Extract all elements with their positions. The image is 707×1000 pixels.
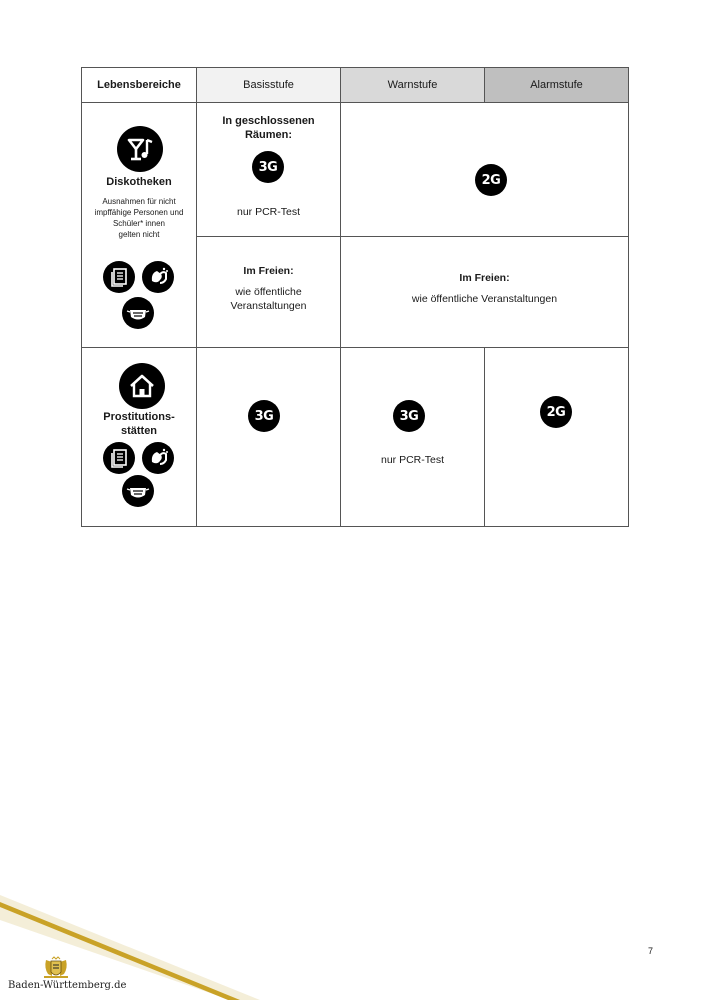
corona-rules-table (81, 67, 629, 527)
prostitution-name (82, 410, 196, 438)
prostitution-basis (196, 347, 341, 527)
diskotheken-warn-alarm-outside (340, 236, 629, 348)
basis-inside-title-line-2: Räumen: (244, 129, 293, 141)
2g-badge: 2G (540, 396, 572, 428)
basis-inside-note: nur PCR-Test (236, 206, 300, 218)
basis-outside-text (197, 285, 340, 313)
header-warnstufe (340, 67, 485, 103)
category-prostitutionsstaetten (81, 347, 197, 527)
prostitution-warn-note: nur PCR-Test (380, 454, 444, 466)
diskotheken-warn-alarm-inside (340, 102, 629, 237)
header-basisstufe-label: Basisstufe (243, 79, 294, 91)
basis-outside-text-line-1: wie öffentliche (235, 286, 302, 298)
diskotheken-name: Diskotheken (106, 176, 172, 188)
category-diskotheken (81, 102, 197, 348)
prostitution-alarm (484, 347, 629, 527)
2g-badge: 2G (475, 164, 507, 196)
diskotheken-basis-outside (196, 236, 341, 348)
hand-wash-icon (142, 442, 174, 474)
prostitution-name-line-1: Prostitutions- (103, 411, 175, 423)
3g-badge: 3G (393, 400, 425, 432)
diskotheken-note-line-3: Schüler* innen (112, 219, 166, 228)
basis-outside-title: Im Freien: (243, 265, 294, 277)
mask-icon (122, 475, 154, 507)
document-icon (103, 261, 135, 293)
diskotheken-note-line-2: impffähige Personen und (94, 208, 184, 217)
coat-of-arms-logo (38, 956, 74, 980)
header-basisstufe (196, 67, 341, 103)
3g-badge: 3G (252, 151, 284, 183)
hand-wash-icon (142, 261, 174, 293)
basis-outside-text-line-2: Veranstaltungen (230, 300, 307, 312)
disco-icon (117, 126, 163, 172)
prostitution-name-line-2: stätten (120, 425, 158, 437)
header-lebensbereiche (81, 67, 197, 103)
diskotheken-note (82, 196, 196, 240)
3g-badge: 3G (248, 400, 280, 432)
header-alarmstufe (484, 67, 629, 103)
diskotheken-note-line-4: gelten nicht (118, 230, 160, 239)
basis-inside-title (197, 114, 340, 142)
diskotheken-note-line-1: Ausnahmen für nicht (102, 197, 176, 206)
basis-inside-title-line-1: In geschlossenen (222, 115, 315, 127)
diskotheken-basis-inside (196, 102, 341, 237)
house-icon (119, 363, 165, 409)
header-lebensbereiche-label: Lebensbereiche (97, 79, 181, 91)
warn-alarm-outside-text: wie öffentliche Veranstaltungen (411, 293, 558, 305)
header-warnstufe-label: Warnstufe (387, 79, 438, 91)
mask-icon (122, 297, 154, 329)
page-number: 7 (648, 946, 654, 956)
prostitution-warn (340, 347, 485, 527)
site-logo-text[interactable]: Baden-Württemberg.de (8, 980, 127, 991)
warn-alarm-outside-title: Im Freien: (459, 272, 510, 284)
document-icon (103, 442, 135, 474)
header-alarmstufe-label: Alarmstufe (530, 79, 583, 91)
